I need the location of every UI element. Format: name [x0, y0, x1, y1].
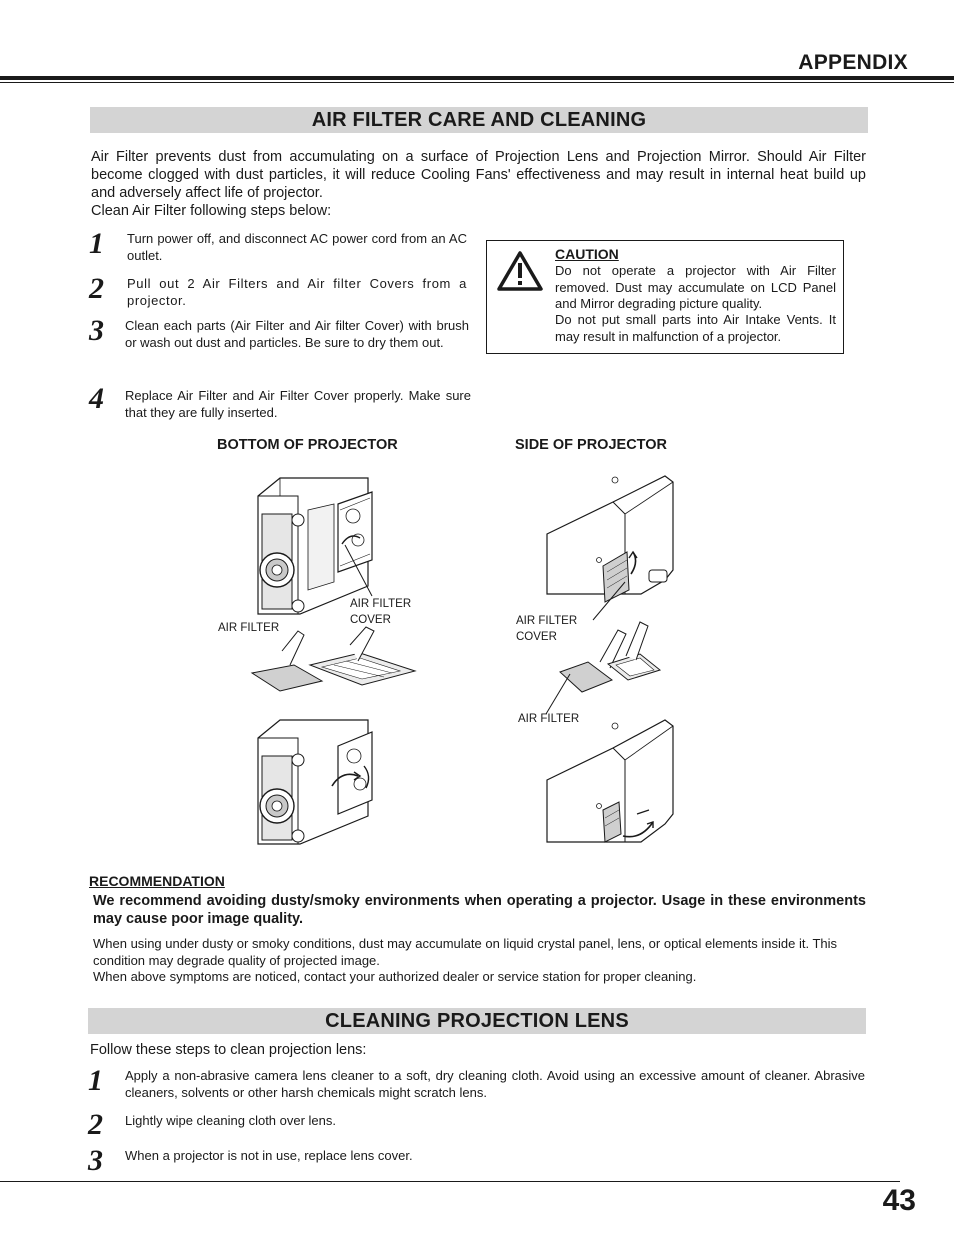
side-of-projector-label: SIDE OF PROJECTOR [515, 437, 668, 453]
step-text: Apply a non-abrasive camera lens cleaner to a soft, dry cleaning cloth. Avoid using an excessive amount of cleaner. Abrasive cleaners, solvents or other harsh chemicals might scratch lens. [125, 1068, 865, 1100]
step-number: 2 [88, 1108, 103, 1141]
caution-text-2: Do not put small parts into Air Intake Vents. It may result in malfunction of a projector. [555, 312, 836, 344]
page-number: 43 [882, 1184, 916, 1217]
step-text: Turn power off, and disconnect AC power cord from an AC outlet. [127, 231, 467, 263]
warning-triangle-icon [497, 251, 543, 291]
air-filter-callout: AIR FILTER [218, 622, 280, 634]
side-air-filter-callout: AIR FILTER [518, 713, 580, 725]
section-heading: APPENDIX [798, 51, 908, 74]
air-filter-title: AIR FILTER CARE AND CLEANING [90, 107, 868, 133]
step-number: 3 [88, 1144, 103, 1177]
lens-intro: Follow these steps to clean projection lens: [90, 1042, 367, 1058]
air-filter-intro: Air Filter prevents dust from accumulating on a surface of Projection Lens and Projection Mirror. Should Air Filter become clogged with dust particles, it will reduce Cooling Fans' effectiveness and may result in internal heat build up and adversely affect life of projector. [91, 149, 866, 201]
air-filter-cover-callout [350, 596, 411, 628]
recommendation-text-2: When above symptoms are noticed, contact your authorized dealer or service station for proper cleaning. [93, 969, 697, 984]
callout-text: COVER [516, 631, 557, 643]
callout-text: AIR FILTER [516, 615, 578, 627]
step-number: 2 [89, 272, 104, 305]
step-text: When a projector is not in use, replace lens cover. [125, 1148, 413, 1163]
step-text: Replace Air Filter and Air Filter Cover properly. Make sure that they are fully inserted. [125, 388, 471, 420]
header-rule-thin [0, 82, 954, 83]
caution-text-1: Do not operate a projector with Air Filter removed. Dust may accumulate on LCD Panel and Mirror degrading picture quality. [555, 263, 836, 311]
air-filter-intro-2: Clean Air Filter following steps below: [91, 203, 332, 219]
step-number: 1 [88, 1064, 103, 1097]
caution-title: CAUTION [555, 246, 619, 262]
step-text: Lightly wipe cleaning cloth over lens. [125, 1113, 337, 1128]
callout-text: COVER [350, 614, 391, 626]
step-text: Pull out 2 Air Filters and Air filter Covers from a projector. [127, 276, 467, 308]
callout-line [340, 540, 380, 600]
recommendation-title: RECOMMENDATION [89, 873, 225, 889]
recommendation-bold-text: We recommend avoiding dusty/smoky environments when operating a projector. Usage in these environments may cause poor image quality. [93, 893, 866, 927]
step-number: 1 [89, 227, 104, 260]
projector-bottom-reinstall-illustration [250, 716, 380, 846]
recommendation-text-1: When using under dusty or smoky conditions, dust may accumulate on liquid crystal panel, lens, or optical elements inside it. This condition may degrade quality of projected image. [93, 936, 838, 968]
lens-section-title: CLEANING PROJECTION LENS [88, 1008, 866, 1034]
caution-box [486, 240, 844, 354]
step-number: 4 [89, 382, 104, 415]
step-text: Clean each parts (Air Filter and Air filter Cover) with brush or wash out dust and particles. Be sure to dry them out. [125, 318, 469, 350]
callout-text: AIR FILTER [350, 598, 412, 610]
projector-side-reinstall-illustration [545, 718, 675, 846]
footer-rule [0, 1181, 900, 1182]
removed-filter-parts-illustration [250, 625, 420, 695]
step-number: 3 [89, 314, 104, 347]
bottom-of-projector-label: BOTTOM OF PROJECTOR [217, 437, 398, 453]
header-rule [0, 76, 954, 80]
